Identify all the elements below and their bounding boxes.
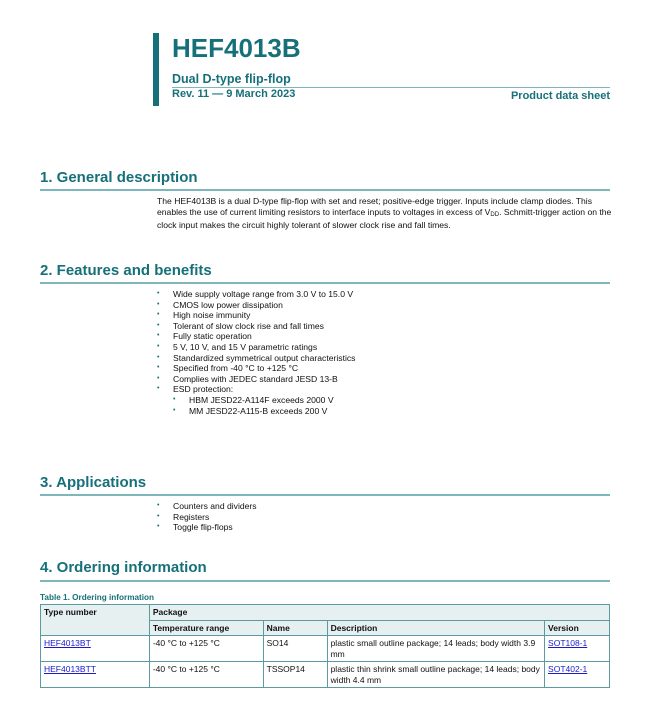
list-item: • Wide supply voltage range from 3.0 V to 15.0 V [157, 289, 355, 300]
description-text-part: The HEF4013B is a dual D-type flip-flop with set and reset; positive-edge trigger. Inputs include clamp diodes. This enables the use of current limiting resistors to interface inputs to voltages in excess of V [157, 196, 593, 217]
section-heading-ordering: 4. Ordering information [40, 559, 207, 576]
section-divider [40, 494, 610, 496]
section-heading-general-description: 1. General description [40, 169, 198, 186]
document-subtitle: Dual D-type flip-flop [172, 72, 291, 86]
table-row [41, 636, 610, 662]
list-item: • CMOS low power dissipation [157, 300, 355, 311]
document-title: HEF4013B [172, 33, 301, 63]
revision-info: Rev. 11 — 9 March 2023 [172, 88, 296, 100]
temperature-cell: -40 °C to +125 °C [149, 636, 263, 662]
package-name-cell: SO14 [263, 636, 327, 662]
list-item: • ESD protection: [157, 384, 355, 395]
type-number-cell [41, 662, 150, 688]
header-temperature-range: Temperature range [149, 620, 263, 636]
list-item: • Standardized symmetrical output characteristics [157, 353, 355, 364]
section-heading-features: 2. Features and benefits [40, 262, 212, 279]
document-type: Product data sheet [510, 90, 610, 102]
list-item: • Registers [157, 512, 257, 523]
sub-list-item: • MM JESD22-A115-B exceeds 200 V [157, 406, 355, 417]
description-cell: plastic thin shrink small outline package; 14 leads; body width 4.4 mm [327, 662, 544, 688]
header-package: Package [149, 605, 609, 621]
sub-list-item: • HBM JESD22-A114F exceeds 2000 V [157, 395, 355, 406]
list-item: • Fully static operation [157, 331, 355, 342]
features-list [157, 289, 355, 416]
type-number-link[interactable]: HEF4013BTT [44, 664, 96, 674]
version-link[interactable]: SOT108-1 [548, 638, 588, 648]
header-description: Description [327, 620, 544, 636]
list-item: • Tolerant of slow clock rise and fall times [157, 321, 355, 332]
ordering-table [40, 604, 610, 688]
section-divider [40, 282, 610, 284]
description-cell: plastic small outline package; 14 leads; body width 3.9 mm [327, 636, 544, 662]
section-divider [40, 189, 610, 191]
section-heading-applications: 3. Applications [40, 474, 147, 491]
list-item: • Counters and dividers [157, 501, 257, 512]
applications-list [157, 501, 257, 533]
temperature-cell: -40 °C to +125 °C [149, 662, 263, 688]
version-link[interactable]: SOT402-1 [548, 664, 588, 674]
section-divider [40, 580, 610, 582]
header-name: Name [263, 620, 327, 636]
type-number-link[interactable]: HEF4013BT [44, 638, 91, 648]
list-item: • Toggle flip-flops [157, 522, 257, 533]
header-accent-bar [153, 33, 159, 106]
version-cell [545, 636, 610, 662]
type-number-cell [41, 636, 150, 662]
table-row [41, 662, 610, 688]
description-text-part: . Schmitt-trigger action on the clock input makes the circuit highly tolerant of slower clock rise and fall times. [157, 206, 612, 230]
table-caption: Table 1. Ordering information [40, 593, 155, 602]
table-header-row [41, 605, 610, 621]
list-item: • Complies with JEDEC standard JESD 13-B [157, 374, 355, 385]
header-version: Version [545, 620, 610, 636]
list-item: • Specified from -40 °C to +125 °C [157, 363, 355, 374]
general-description-text [157, 196, 617, 231]
version-cell [545, 662, 610, 688]
header-type-number: Type number [41, 605, 150, 636]
list-item: • High noise immunity [157, 310, 355, 321]
list-item: • 5 V, 10 V, and 15 V parametric ratings [157, 342, 355, 353]
vdd-subscript: DD [490, 211, 500, 218]
package-name-cell: TSSOP14 [263, 662, 327, 688]
